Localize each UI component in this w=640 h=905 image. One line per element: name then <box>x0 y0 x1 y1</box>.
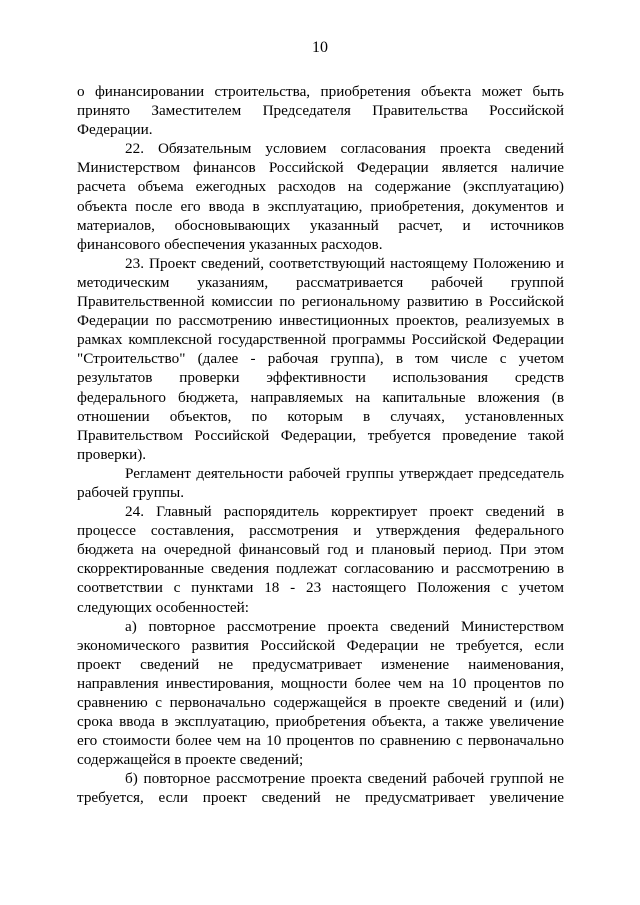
paragraph-24-b: б) повторное рассмотрение проекта сведений рабочей группой не требуется, если проект сведений не предусматривает увеличение <box>77 770 564 807</box>
paragraph-24: 24. Главный распорядитель корректирует проект сведений в процессе составления, рассмотрения и утверждения федерального бюджета на очередной финансовый год и плановый период. При этом скорректированные сведения подлежат согласованию и рассмотрению в соответствии с пунктами 18 - 23 настоящего Положения с учетом следующих особенностей: <box>77 503 564 616</box>
paragraph-continuation: о финансировании строительства, приобретения объекта может быть принято Заместителем Председателя Правительства Российской Федерации. <box>77 83 564 139</box>
paragraph-24-a: а) повторное рассмотрение проекта сведений Министерством экономического развития Российской Федерации не требуется, если проект сведений не предусматривает изменение наименования, направления инвестирования, мощности более чем на 10 процентов по сравнению с первоначально содержащейся в проекте сведений и (или) срока ввода в эксплуатацию, приобретения объекта, а также увеличение его стоимости более чем на 10 процентов по сравнению с первоначально содержащейся в проекте сведений; <box>77 617 564 769</box>
paragraph-working-group-regulation: Регламент деятельности рабочей группы утверждает председатель рабочей группы. <box>77 464 564 501</box>
page-number: 10 <box>312 39 328 56</box>
paragraph-22: 22. Обязательным условием согласования проекта сведений Министерством финансов Российской Федерации является наличие расчета объема ежегодных расходов на содержание (эксплуатацию) объекта после его ввода в эксплуатацию, приобретения, документов и материалов, обосновывающих указанный расчет, и источников финансового обеспечения указанных расходов. <box>77 140 564 253</box>
paragraph-23: 23. Проект сведений, соответствующий настоящему Положению и методическим указаниям, рассматривается рабочей группой Правительственной комиссии по региональному развитию в Российской Федерации по рассмотрению инвестиционных проектов, реализуемых в рамках комплексной государственной программы Российской Федерации "Строительство" (далее - рабочая группа), в том числе с учетом результатов проверки эффективности использования средств федерального бюджета, направляемых на капитальные вложения (в отношении объектов, по которым в случаях, установленных Правительством Российской Федерации, требуется проведение такой проверки). <box>77 254 564 463</box>
document-body <box>77 82 564 808</box>
